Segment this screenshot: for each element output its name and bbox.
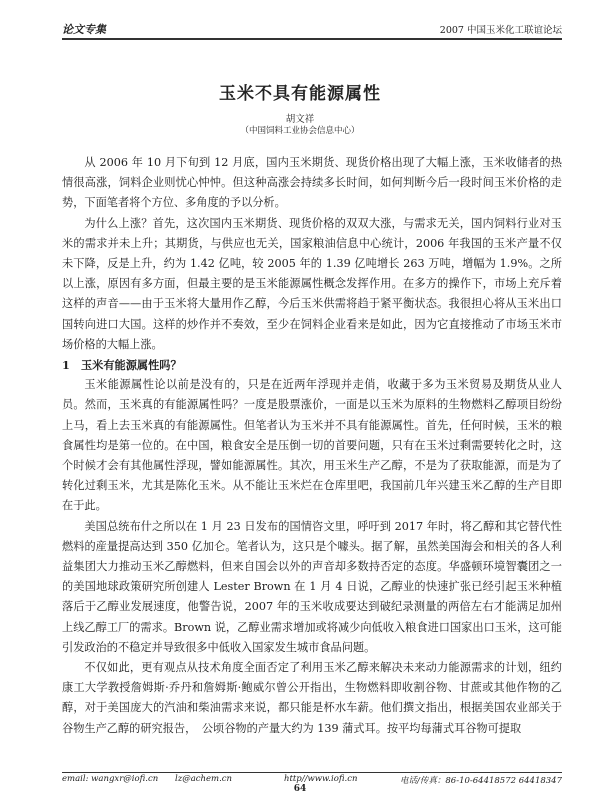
paragraph-1: 从 2006 年 10 月下旬到 12 月底，国内玉米期货、现货价格出现了大幅上涨，玉米收储者的热情很高涨，饲料企业则忧心忡忡。但这种高涨会持续多长时间，如何判断今后一段时间玉米价格的走势，下面笔者将个方位、多角度的予以分析。 <box>62 156 562 210</box>
article-affiliation: （中国饲料工业协会信息中心） <box>240 126 360 136</box>
header-journal: 2007 中国玉米化工联谊论坛 <box>439 25 562 36</box>
footer-email-2: lz@achem.cn <box>175 774 233 784</box>
footer-phone: 电话/传真：86-10-64418572 64418347 <box>400 776 562 786</box>
paragraph-3: 玉米能源属性论以前是没有的，只是在近两年浮现并走俏，收藏于多为玉米贸易及期货从业人员。然而，玉米真的有能源属性吗？一度是股票涨价，一面是以玉米为原料的生物燃料乙醇项目纷纷上马，看上去玉米真的有能源属性。但笔者认为玉米并不具有能源属性。首先，任何时候，玉米的粮食属性均是第一位的。在中国，粮食安全是压倒一切的首要问题，只有在玉米过剩需要转化之时，这个时候才会有其他属性浮现，譬如能源属性。其次，用玉米生产乙醇，不是为了获取能源，而是为了转化过剩玉米，尤其是陈化玉米。从不能让玉米烂在仓库里吧，我国前几年兴建玉米乙醇的生产目即在于此。 <box>62 378 562 513</box>
footer-email: email: wangxr@iofi.cn <box>62 774 159 784</box>
header-section: 论文专集 <box>62 23 106 36</box>
paragraph-4: 美国总统布什之所以在 1 月 23 日发布的国情咨文里，呼吁到 2017 年时，将乙醇和其它替代性燃料的産量提高达到 350 亿加仑。笔者认为，这只是个噱头。据了解，虽然美国海会和相关的各人利益集团大力推动玉米乙醇燃料，但来自国会以外的声音却多数持否定的态度。华盛顿环境智囊团之一的美国地球政策研究所创建人 Lester Brown 在 1 月 4 日说，乙醇业的快速扩张已经引起玉米种植落后于乙醇业发展速度，他警告说，2007 年的玉米收成要达到破纪录测量的两倍左右才能满足加州上线乙醇工厂的需求。Brown 说，乙醇业需求增加或将减少向低收入粮食进口国家出口玉米，这可能引发政治的不稳定并导致很多中低收入国家发生城市食品问题。 <box>62 519 562 654</box>
running-header <box>62 20 562 40</box>
footer-website: http//www.iofi.cn <box>284 774 358 784</box>
article-body <box>62 153 562 739</box>
section-heading-1: 1 玉米有能源属性吗？ <box>62 358 182 373</box>
paragraph-5: 不仅如此，更有观点从技术角度全面否定了利用玉米乙醇来解决未来动力能源需求的计划，纽约康工大学教授詹姆斯·乔丹和詹姆斯·鲍威尔曾公开指出，生物燃料即收割谷物、甘蔗或其他作物的乙醇，对于美国庞大的汽油和柴油需求来说，都只能是杯水车薪。他们撰文指出，根据美国农业部关于谷物生产乙醇的研究报告， 公顷谷物的产量大约为 139 蒲式耳。按平均每蒲式耳谷物可提取 <box>62 661 562 735</box>
article-title: 玉米不具有能源属性 <box>219 84 381 104</box>
paragraph-2: 为什么上涨？首先，这次国内玉米期货、现货价格的双双大涨，与需求无关，国内饲料行业对玉米的需求并未上升；其期货，与供应也无关，国家粮油信息中心统计，2006 年我国的玉米产量不仅未下降，反是上升，约为 1.42 亿吨，较 2005 年的 1.39 亿吨增长 263 万吨，增幅为 1.9%。之所以上涨，原因有多方面，但最主要的是玉米能源属性概念发挥作用。在多方的操作下，市场上充斥着这样的声音——由于玉米将大量用作乙醇，今后玉米供需将趋于紧平衡状态。我很担心将从玉米出口国转向进口大国。这样的炒作并不奏效，至少在饲料企业看来是如此，因为它直接推动了市场玉米市场价格的大幅上涨。 <box>62 216 562 351</box>
page-number: 64 <box>293 784 307 794</box>
article-author: 胡文祥 <box>285 114 315 125</box>
